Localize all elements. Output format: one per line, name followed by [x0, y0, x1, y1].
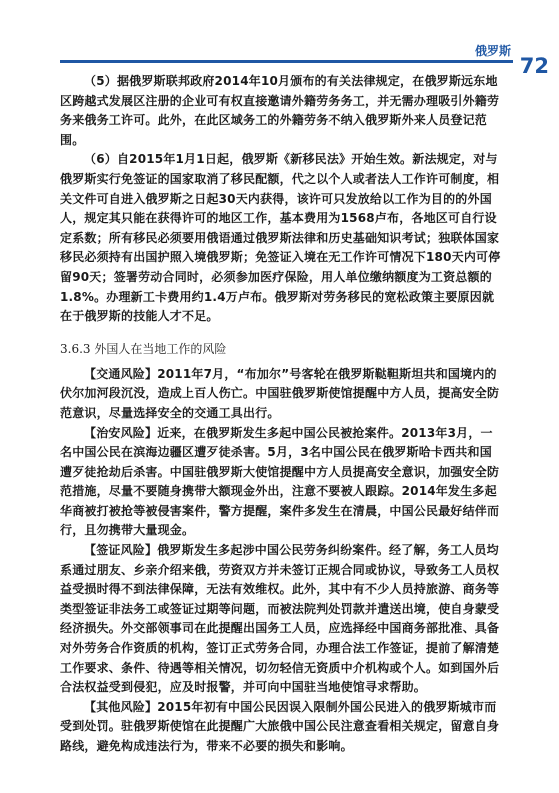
- paragraph-item-6: （6）自2015年1月1日起，俄罗斯《新移民法》开始生效。新法规定，对与俄罗斯实行免签证的国家取消了移民配额，代之以个人或者法人工作许可制度，相关文件可自进入俄罗斯之日起30天内获得，该许可只发放给以工作为目的的外国人，规定其只能在获得许可的地区工作，基本费用为1568卢布，各地区可自行设定系数；所有移民必须要用俄语通过俄罗斯法律和历史基础知识考试；独联体国家移民必须持有出国护照入境俄罗斯；免签证入境在无工作许可情况下180天内可停留90天；签署劳动合同时，必须参加医疗保险，用人单位缴纳额度为工资总额的1.8%。办理新工卡费用约1.4万卢布。俄罗斯对劳务移民的宽松政策主要原因就在于俄罗斯的技能人才不足。: [60, 152, 501, 324]
- risk-other: [60, 698, 503, 757]
- page-number: 72: [519, 54, 549, 78]
- risk-text: 俄罗斯发生多起涉中国公民劳务纠纷案件。经了解，务工人员均系通过朋友、乡亲介绍来俄，劳资双方并未签订正规合同或协议，导致务工人员权益受损时得不到法律保障，无法有效维权。此外，其中有不少人员持旅游、商务等类型签证非法务工或签证过期等问题，而被法院判处罚款并遣送出境，使自身蒙受经济损失。外交部领事司在此提醒出国务工人员，应选择经中国商务部批准、具备对外劳务合作资质的机构，签订正式劳务合同，办理合法工作签证，提前了解清楚工作要求、条件、待遇等相关情况，切勿轻信无资质中介机构或个人。如到国外后合法权益受到侵犯，应及时报警，并可向中国驻当地使馆寻求帮助。: [60, 543, 500, 695]
- header-title: 俄罗斯: [474, 44, 511, 58]
- header-rule: [60, 60, 513, 63]
- risk-tag: 【签证风险】: [84, 543, 158, 558]
- section-heading: 3.6.3 外国人在当地工作的风险: [60, 341, 227, 356]
- risk-tag: 【其他风险】: [84, 699, 158, 714]
- risk-text: 近来，在俄罗斯发生多起中国公民被抢案件。2013年3月，一名中国公民在滨海边疆区遭歹徒杀害。5月，3名中国公民在俄罗斯哈卡西共和国遭歹徒抢劫后杀害。中国驻俄罗斯大使馆提醒中方人员提高安全意识，加强安全防范措施，尽量不要随身携带大额现金外出，注意不要被人跟踪。2014年发生多起华商被打被抢等被侵害案件，警方提醒，案件多发生在清晨，中国公民最好结伴而行，且勿携带大量现金。: [60, 425, 500, 538]
- paragraph-item-5: （5）据俄罗斯联邦政府2014年10月颁布的有关法律规定，在俄罗斯远东地区跨越式发展区注册的企业可有权直接邀请外籍劳务务工，并无需办理吸引外籍劳务来俄务工许可。此外，在此区域务工的外籍劳务不纳入俄罗斯外来人员登记范围。: [60, 74, 500, 147]
- risk-text: 2015年初有中国公民因误入限制外国公民进入的俄罗斯城市而受到处罚。驻俄罗斯使馆在此提醒广大旅俄中国公民注意查看相关规定，留意自身路线，避免构成违法行为，带来不必要的损失和影响。: [60, 699, 500, 753]
- risk-security: [60, 424, 503, 542]
- risk-tag: 【交通风险】: [84, 366, 158, 381]
- risk-traffic: [60, 365, 503, 424]
- risk-tag: 【治安风险】: [84, 425, 158, 440]
- risk-text: 2011年7月，“布加尔”号客轮在俄罗斯鞑靼斯坦共和国境内的伏尔加河段沉没，造成上百人伤亡。中国驻俄罗斯使馆提醒中方人员，提高安全防范意识，尽量选择安全的交通工具出行。: [60, 366, 500, 420]
- risk-visa: [60, 541, 503, 698]
- page-content: [60, 72, 503, 757]
